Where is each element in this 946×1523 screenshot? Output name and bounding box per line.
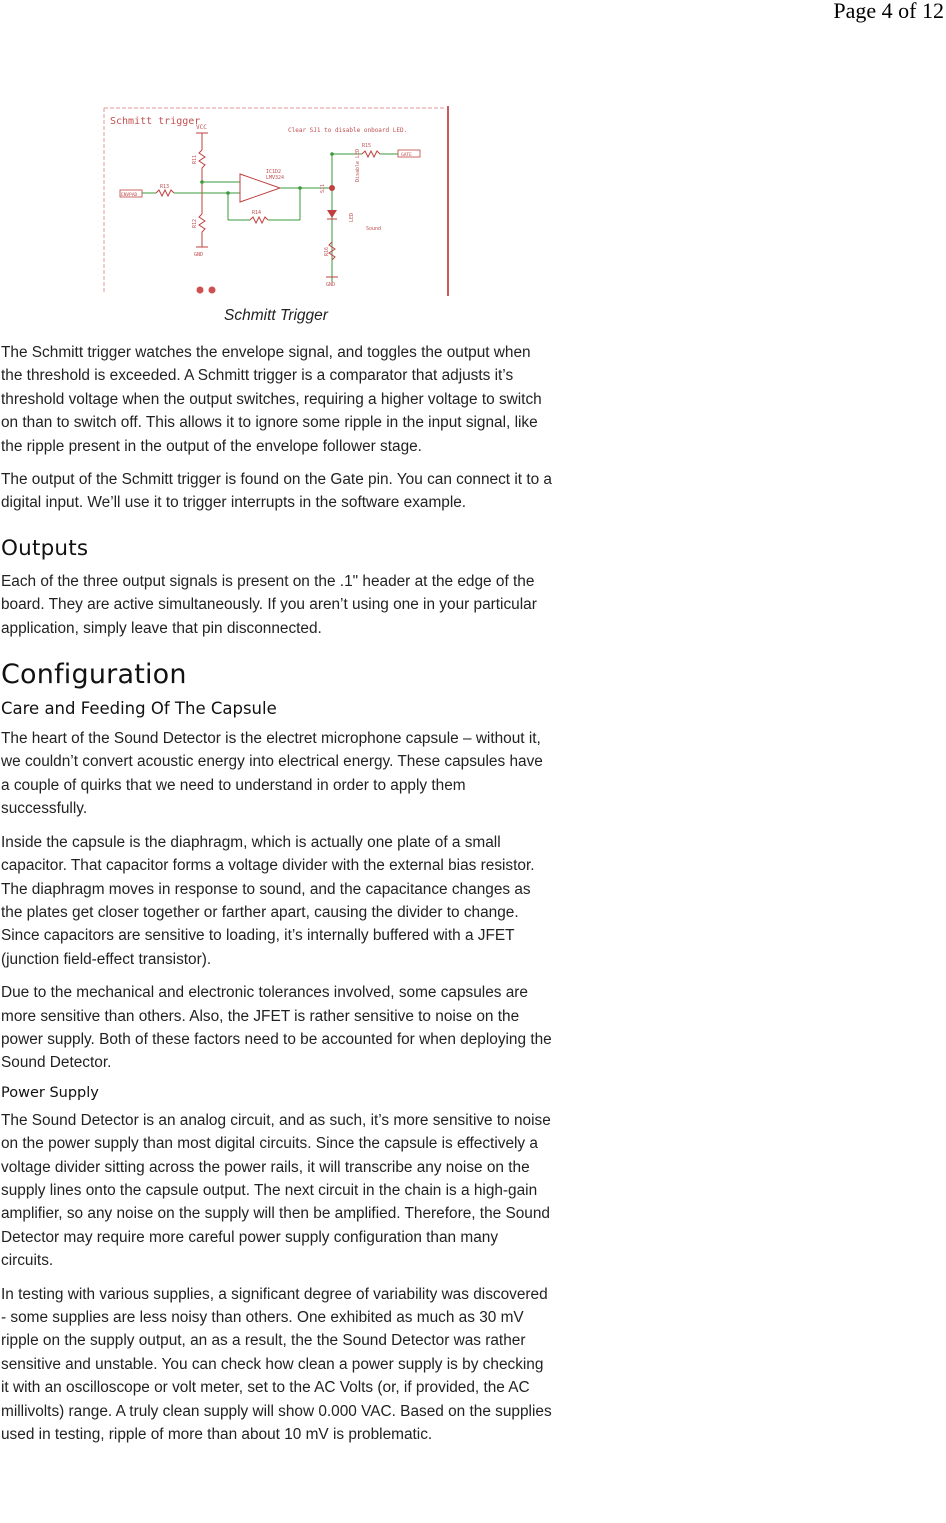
schematic-title: Schmitt trigger xyxy=(110,116,201,127)
capsule-heading: Care and Feeding Of The Capsule xyxy=(1,699,277,719)
figure-caption: Schmitt Trigger xyxy=(224,307,328,324)
r11-label: R11 xyxy=(192,154,198,164)
disable-led-label: Disable LED xyxy=(355,148,361,182)
gnd-label-2: GND xyxy=(326,282,336,288)
r11-resistor xyxy=(199,150,205,168)
power-paragraph-2: In testing with various supplies, a significant degree of variability was discovered - some supplies are less noisy than others. One exhibited as much as 30 mV ripple on the supply output, an as a result, the the Sound Detector was rather sensitive and unstable. You can check how clean a power supply is by checking it with an oscilloscope or volt meter, set to the AC Volts (or, if provided, the AC millivolts) range. A truly clean supply will show 0.000 VAC. Based on the supplies used in testing, ripple of more than about 10 mV is problematic. xyxy=(1,1285,552,1444)
sj1-label: SJ1 xyxy=(320,183,326,193)
r12-label: R12 xyxy=(192,218,198,228)
r14-label: R14 xyxy=(252,210,262,216)
fiducial-2 xyxy=(209,287,216,294)
gate-net-label: GATE xyxy=(401,153,412,158)
gnd-label: GND xyxy=(194,252,204,258)
schmitt-trigger-schematic xyxy=(100,102,452,298)
outputs-paragraph: Each of the three output signals is present on the .1" header at the edge of the board. They are active simultaneously. If you aren’t using one in your particular application, simply leave that pin disconnected. xyxy=(1,572,537,637)
ic-label: IC1D2 xyxy=(266,169,282,175)
vcc-label: VCC xyxy=(196,124,207,131)
power-supply-heading: Power Supply xyxy=(1,1084,99,1101)
document-body xyxy=(1,341,553,1456)
schmitt-paragraph-2: The output of the Schmitt trigger is found on the Gate pin. You can connect it to a digital input. We’ll use it to trigger interrupts in the software example. xyxy=(1,471,552,512)
ic-part-label: LMV324 xyxy=(266,175,285,181)
r15-resistor xyxy=(362,151,380,157)
r12-resistor xyxy=(199,214,205,232)
r15-label: R15 xyxy=(362,143,372,149)
capsule-paragraph-3: Due to the mechanical and electronic tolerances involved, some capsules are more sensitive than others. Also, the JFET is rather sensitive to noise on the power supply. Both of these factors need to be accounted for when deploying the Sound Detector. xyxy=(1,984,552,1072)
r14-resistor xyxy=(250,217,268,223)
capsule-paragraph-1: The heart of the Sound Detector is the electret microphone capsule – without it, we couldn’t convert acoustic energy into electrical energy. These capsules have a couple of quirks that we need to understand in order to apply them successfully. xyxy=(1,730,543,818)
r13-resistor xyxy=(156,190,174,196)
r16-label: R16 xyxy=(324,246,330,256)
led-label: LED xyxy=(349,212,355,222)
led-symbol xyxy=(327,210,337,218)
schmitt-paragraph-1: The Schmitt trigger watches the envelope signal, and toggles the output when the threshold is exceeded. A Schmitt trigger is a comparator that adjusts it’s threshold voltage when the output switches, requiring a higher voltage to switch on than to switch off. This allows it to ignore some ripple in the input signal, like the ripple present in the output of the envelope follower stage. xyxy=(1,344,542,455)
configuration-heading: Configuration xyxy=(1,659,187,691)
capsule-paragraph-2: Inside the capsule is the diaphragm, which is actually one plate of a small capacitor. That capacitor forms a voltage divider with the external bias resistor. The diaphragm moves in response to sound, and the capacitance changes as the plates get closer together or farther apart, causing the divider to change. Since capacitors are sensitive to loading, it’s internally buffered with a JFET (junction field-effect transistor). xyxy=(1,833,535,968)
power-paragraph-1: The Sound Detector is an analog circuit, and as such, it’s more sensitive to noise on the power supply than most digital circuits. Since the capsule is effectively a voltage divider sitting across the power rails, it will transcribe any noise on the supply lines onto the capsule output. The next circuit in the chain is a high-gain amplifier, so any noise on the supply will then be amplified. Therefore, the Sound Detector may require more careful power supply configuration than many circuits. xyxy=(1,1111,551,1270)
page-number: Page 4 of 12 xyxy=(833,0,944,23)
sj1-jumper xyxy=(329,185,335,191)
envelope-net-label: ENVPAD xyxy=(121,193,138,198)
outputs-heading: Outputs xyxy=(1,535,89,561)
fiducial-1 xyxy=(197,287,204,294)
sound-label: Sound xyxy=(366,226,382,232)
r13-label: R13 xyxy=(160,184,170,190)
schematic-note: Clear SJ1 to disable onboard LED. xyxy=(288,127,408,134)
